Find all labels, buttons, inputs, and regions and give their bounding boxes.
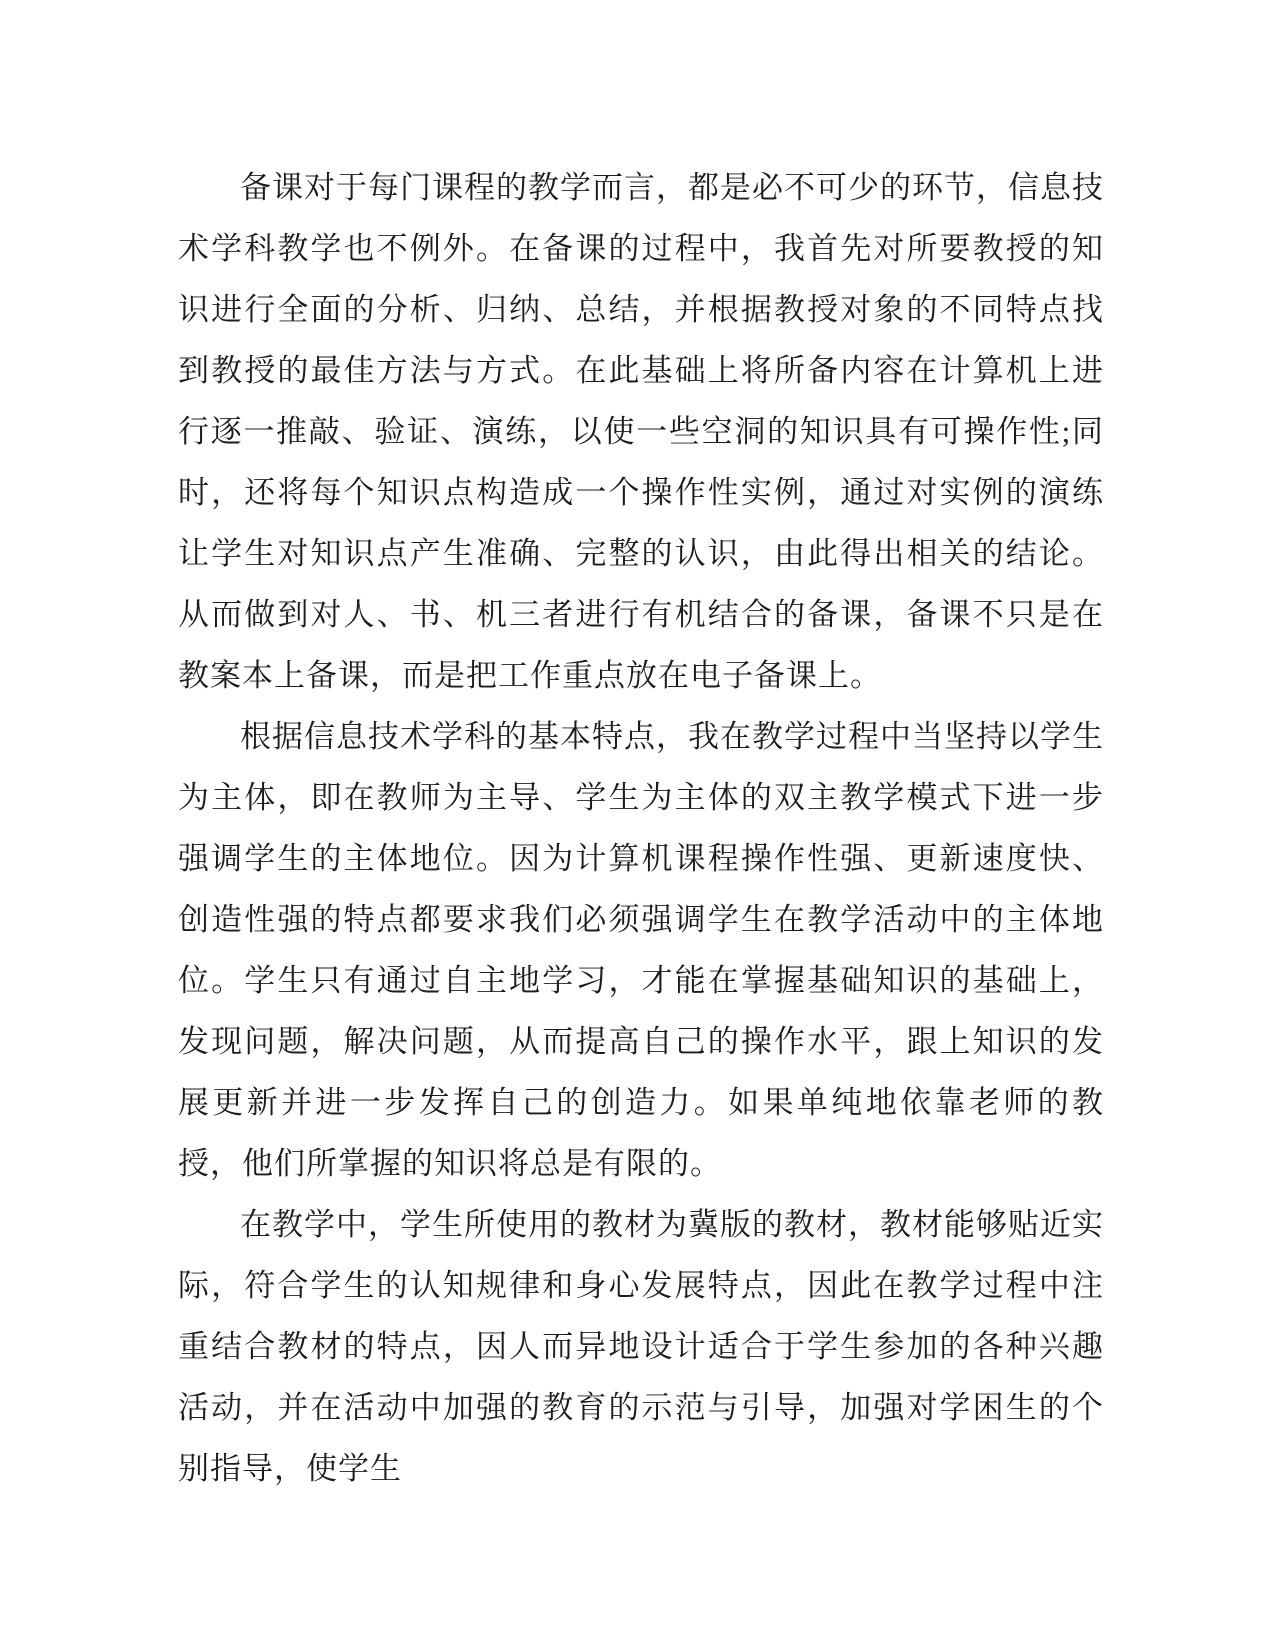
- paragraph-teaching-materials: 在教学中，学生所使用的教材为冀版的教材，教材能够贴近实际，符合学生的认知规律和身心发展特点，因此在教学过程中注重结合教材的特点，因人而异地设计适合于学生参加的各种兴趣活动，并在活动中加强的教育的示范与引导，加强对学困生的个别指导，使学生: [178, 1207, 1104, 1486]
- paragraph-student-centered-teaching: 根据信息技术学科的基本特点，我在教学过程中当坚持以学生为主体，即在教师为主导、学生为主体的双主教学模式下进一步强调学生的主体地位。因为计算机课程操作性强、更新速度快、创造性强的特点都要求我们必须强调学生在教学活动中的主体地位。学生只有通过自主地学习，才能在掌握基础知识的基础上，发现问题，解决问题，从而提高自己的操作水平，跟上知识的发展更新并进一步发挥自己的创造力。如果单纯地依靠老师的教授，他们所掌握的知识将总是有限的。: [178, 719, 1104, 1181]
- paragraph-lesson-preparation: 备课对于每门课程的教学而言，都是必不可少的环节，信息技术学科教学也不例外。在备课的过程中，我首先对所要教授的知识进行全面的分析、归纳、总结，并根据教授对象的不同特点找到教授的最佳方法与方式。在此基础上将所备内容在计算机上进行逐一推敲、验证、演练，以使一些空洞的知识具有可操作性;同时，还将每个知识点构造成一个操作性实例，通过对实例的演练让学生对知识点产生准确、完整的认识，由此得出相关的结论。从而做到对人、书、机三者进行有机结合的备课，备课不只是在教案本上备课，而是把工作重点放在电子备课上。: [178, 170, 1104, 693]
- document-body: [178, 157, 1104, 1499]
